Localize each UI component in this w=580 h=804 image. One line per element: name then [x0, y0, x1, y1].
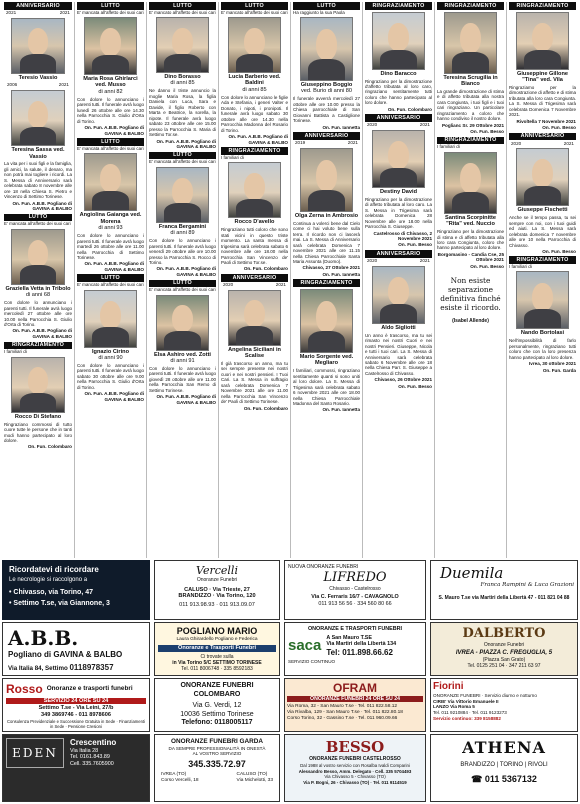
years: 2020 2021 [367, 122, 430, 128]
deceased-name: Graziella Vetta in Tribolo di anni 68 [5, 285, 71, 299]
memorial-quote: Non esiste separazione definitiva finché esiste il ricordo. [440, 276, 501, 312]
obituary-date: Ivrea, 30 ottobre 2021 [529, 361, 576, 367]
funeral-home-signature: On. Fun. Colombaro [243, 266, 288, 272]
ad-brand: A.B.B. [8, 626, 79, 650]
ad-text: Dal 1988 al vostro servizio con Rosalba Ivaldi Comparini [300, 763, 410, 769]
ad-mobile: Cell. 335.7605900 [70, 760, 114, 767]
ad-address: Settimo T.se - Via Leini, 27/b [38, 705, 114, 712]
section-header: ANNIVERSARIO [293, 132, 360, 140]
ad-saca [284, 622, 426, 676]
funeral-home-signature: On. Fun. A.B.B. Pogliano di GAVINA & BALBO [156, 266, 216, 277]
ad-address-2: Via Michelotti, 33 [236, 777, 273, 783]
funeral-home-signature: On. Fun. Besso [398, 242, 432, 248]
funeral-home-signature: On. Fun. Besso [542, 248, 576, 254]
obituary-card [363, 114, 434, 250]
ad-subtitle: NUOVA ONORANZE FUNEBRI [288, 564, 359, 570]
section-header: ANNIVERSARIO [221, 274, 288, 282]
ad-vercelli [154, 560, 280, 620]
ad-phone: Tel. 0161.843.89 [70, 754, 110, 761]
ad-subtitle: ONORANZE FUNEBRI CASTELROSSO [309, 756, 401, 763]
section-header: RINGRAZIAMENTO [437, 2, 504, 10]
deceased-name: Nando Bortolasi [520, 330, 565, 337]
obituary-column-5 [290, 2, 362, 558]
ad-brand: DALBERTO [462, 626, 546, 641]
ad-brand: EDEN [6, 738, 64, 768]
obituary-column-7 [434, 2, 506, 558]
ad-subtitle: Onoranze Funebri [196, 577, 238, 584]
obituary-intro: Ha raggiunto la sua Paola [293, 9, 345, 15]
ad-eden [2, 734, 150, 802]
ad-brand: ATHENA [462, 738, 546, 757]
deceased-name: Franca Bergamini di anni 89 [158, 223, 207, 237]
obituary-text: Nell'impossibilità di farlo personalmente, ringraziano tutti coloro che con la loro presenza hanno partecipato al loro dolore. [509, 338, 576, 360]
years: 2020 2021 [511, 140, 574, 146]
ad-contact: Alessandro Besso, Amm. Delegato · Cell. 335 5704493 [298, 768, 412, 774]
ad-address-2: Via Rivalba, 129 - San Mauro T.se · Tel. 011 822.80.18 [287, 709, 403, 715]
ad-address-2: • Settimo T.se, via Giannone, 3 [9, 599, 110, 607]
ad-garda [154, 734, 280, 802]
ad-subtitle: Le necrologie si raccolgono a [9, 576, 88, 583]
portrait-photo [156, 295, 208, 351]
portrait-photo [516, 148, 568, 206]
obituary-intro: I familiari di [4, 349, 27, 355]
obituary-card [75, 274, 146, 404]
obituary-card [291, 279, 362, 415]
section-header: LUTTO [221, 2, 288, 10]
portrait-photo [300, 148, 352, 212]
year-right: 2021 [59, 9, 70, 15]
ad-service: SERVIZIO 24 ORE SU 24 [6, 698, 146, 705]
obituary-card [291, 132, 362, 279]
obituary-intro: E' mancata all'affetto dei suoi cari [4, 221, 71, 227]
obituary-intro: E' mancato all'affetto dei suoi cari [77, 282, 144, 288]
section-header: LUTTO [77, 2, 144, 10]
portrait-photo [228, 290, 280, 346]
ad-address-3: Corso Torino, 32 - Gassino T.se · Tel. 011 960.09.66 [287, 715, 398, 721]
ad-fiorini [430, 678, 578, 732]
ad-brand: ONORANZE FUNEBRI GARDA [171, 738, 263, 745]
ad-subtitle-2: AL VOSTRO SERVIZIO [192, 751, 242, 757]
obituary-column-8 [506, 2, 578, 558]
obituary-text: Ringraziano commossi di tutto cuore tutte le persone che in tanti modi hanno partecipato al loro dolore. [4, 421, 72, 444]
ad-duemila [430, 560, 578, 620]
portrait-photo [228, 162, 280, 218]
obituary-text: Con dolore lo annunciano i parenti tutti. Il funerale avrà luogo martedì 26 ottobre alle ore 11.00 nella Parrocchia di Settimo Torinese. [77, 233, 144, 260]
section-header: ANNIVERSARIO [365, 250, 432, 258]
deceased-name: Rocco D'avello [234, 219, 275, 226]
ad-city: Crescentino [70, 738, 117, 747]
ad-besso [284, 734, 426, 802]
obituary-column-3 [146, 2, 218, 558]
obituary-text: Ringraziano per la dimostrazione di affetto tributata al loro caro. La S. Messa in Trigesima sarà celebrata Domenica 28 Novembre alle ore 18.00 nella Parrocchia S. Giuseppe. [365, 196, 432, 230]
section-header: ANNIVERSARIO [365, 114, 432, 122]
ad-ofram [284, 678, 426, 732]
portrait-photo [300, 17, 352, 81]
ad-location: Chivasso - Castelrosso [329, 585, 381, 592]
obituary-card [435, 137, 506, 272]
deceased-name: Dino Borasso di anni 85 [164, 74, 201, 87]
ad-subtitle: DA SEMPRE PROFESSIONALITÀ IN ONESTÀ [168, 745, 266, 751]
ad-dalberto [430, 622, 578, 676]
obituary-card [363, 250, 434, 391]
section-header: RINGRAZIAMENTO [509, 256, 576, 264]
obituary-intro: E' mancata all'affetto dei suoi cari [77, 9, 144, 15]
years: 2020 2021 [223, 281, 286, 287]
obituary-intro: E' mancata all'affetto dei suoi cari [149, 159, 216, 165]
funeral-home-signature: On. Fun. Besso [470, 129, 504, 135]
newspaper-page [2, 2, 578, 802]
ad-text: Ci trovate sulla [200, 653, 234, 660]
funeral-home-signature: On. Fun. Iannetta [322, 124, 360, 130]
obituary-column-4 [218, 2, 290, 558]
ad-subtitle: Laura Ghirardello Pogliano e Federica [176, 636, 258, 642]
obituary-card [2, 214, 74, 342]
ad-address-2: (Piazza San Grato) [482, 657, 526, 664]
funeral-home-signature: On. Fun. A.B.B. Pogliano di GAVINA & BALBO [156, 138, 216, 150]
funeral-home-signature: On. Fun. A.B.B. Pogliano di GAVINA & BALBO [228, 134, 288, 145]
deceased-name: Teresio Vassio [18, 74, 58, 81]
ad-address: Via C. Ferraris 16/7 - CAVAGNOLO [311, 594, 399, 601]
ad-brand: Fiorini [433, 681, 464, 692]
portrait-photo [11, 229, 64, 285]
portrait-photo [372, 12, 424, 70]
ad-ricordatevi [2, 560, 150, 620]
obituary-text: Ringraziano per la dimostrazione di stima e di affetto tributata alla loro cara Congiunta, coloro che hanno partecipato al loro dolore. [437, 229, 504, 251]
ad-address-2: BRANDIZZO · Via Torino, 120 [178, 593, 256, 600]
obituary-text: Ringraziano per la dimostrazione d'affetto tributata al loro caro, ringraziano sentitamente tutti coloro che hanno partecipato al loro dolore. [365, 78, 432, 106]
section-header: ANNIVERSARIO [4, 2, 72, 10]
ad-phone: Telefono: 0118005117 [181, 719, 253, 727]
portrait-photo [372, 130, 424, 188]
ad-location: A San Mauro T.SE [326, 634, 373, 641]
obituary-card [507, 133, 578, 257]
portrait-photo [11, 18, 64, 74]
quote-author: (Isabel Allende) [452, 318, 489, 325]
section-header: RINGRAZIAMENTO [4, 342, 72, 350]
obituary-card [363, 2, 434, 114]
section-header: LUTTO [149, 2, 216, 10]
obituaries-section [2, 2, 578, 558]
ad-address: Via Italia 28 [70, 747, 99, 754]
obituary-card [147, 280, 218, 408]
ad-address-1: • Chivasso, via Torino, 47 [9, 589, 94, 597]
obituary-text: Continua a volerci bene dal Cielo come ci hai voluto bene sulla terra. Il ricordo non ci lascerà mai. La S. Messa di Anniversario sarà celebrata Domenica 7 novembre 2021 alle ore 11.15 nella Chiesa Parrocchiale Santa Maria Assunta (Duomo). [293, 220, 360, 265]
obituary-date: Castelrosso di Chivasso, 2 Novembre 2021 [373, 230, 432, 242]
ad-phone: Tel. 0125 251 04 · 347 211 63 97 [467, 663, 541, 670]
obituary-card [435, 2, 506, 137]
portrait-photo [84, 153, 136, 211]
obituary-intro: E' mancata all'affetto dei suoi cari [77, 145, 144, 151]
deceased-name: Giuseppine Gillone "Tina" ved. Vila [517, 70, 568, 83]
deceased-name: Giuseppino Boggio ved. Burio di anni 80 [300, 82, 353, 95]
funeral-home-signature: On. Fun. A.B.B. Pogliano di GAVINA & BALBO [12, 328, 72, 340]
obituary-card [147, 152, 218, 280]
obituary-card [2, 2, 74, 214]
ad-address: Via G. Verdi, 12 [192, 702, 242, 710]
obituary-date: Poglianc Sr. 29 Ottobre 2021 [441, 122, 504, 128]
deceased-name: Angelina Siciliani in Scalise [228, 346, 281, 359]
deceased-name: Teresina Sassa ved. Vassio [11, 147, 65, 160]
obituary-text: Con dolore lo annunciano i parenti tutti. Il funerale avrà luogo mercoledì 27 ottobre alle ore 10.00 nella Parrocchia S. Giulio d'Orta di Torino. [4, 300, 72, 328]
obituary-text: Ne danno il triste annuncio la moglie Maria Rosa, la figlia Daniela con Luca, Sara e Davide, il figlio Roberto con Marta e Beatrice, la sorella, la nipote. Il funerale avrà luogo sabato 23 ottobre alle ore 15.00 presso la Parrocchia S. Maria di Settimo Tor.se. [149, 88, 216, 138]
deceased-name: Aldo Sigliotti [381, 324, 416, 331]
obituary-card [2, 342, 74, 452]
ad-address: S. Mauro T.se via Martiri della Libertà 47 - 011 821 04 88 [438, 595, 570, 602]
ad-address: IVREA - PIAZZA C. FREGUGLIA, 5 [455, 649, 553, 656]
deceased-name: Angiolina Gaianga ved. Morena di anni 93 [79, 212, 142, 232]
portrait-photo [11, 90, 64, 146]
ad-subtitle: ONORANZE FUNEBRI · Servizio diurno e notturno [433, 693, 537, 699]
years: 2019 2021 [295, 140, 358, 146]
obituary-text: Ringraziano tutti coloro che sono stati vicini in questo triste momento. La santa messa di trigesima sarà celebrata sabato 6 novembre alle ore 18.00 nella Parrocchia San Vincenzo de' Paoli di Settimo Tor.se. [221, 227, 288, 266]
obituary-intro: E' mancato all'affetto dei suoi cari [149, 9, 216, 15]
obituary-intro: E' mancata all'affetto dei suoi cari [149, 287, 216, 293]
funeral-home-signature: On. Fun. A.B.B. Pogliano di GAVINA & BALBO [84, 125, 144, 136]
funeral-home-signature: On. Fun. A.B.B. Pogliano di GAVINA & BALBO [84, 261, 144, 272]
section-header: ANNIVERSARIO [509, 133, 576, 141]
funeral-home-signature: On. Fun. A.B.B. Pogliano di GAVINA & BALBO [156, 394, 216, 405]
section-header: LUTTO [4, 214, 72, 222]
deceased-name: Rocco Di Stefano [14, 413, 62, 420]
obituary-card [291, 2, 362, 132]
ad-city: 10036 Settimo Torinese [180, 710, 254, 718]
obituary-card [219, 2, 290, 147]
obituary-intro: I familiari di [509, 263, 532, 269]
obituary-intro: I familiari di [437, 144, 460, 150]
deceased-name: Giuseppe Fischetti [517, 207, 568, 214]
ad-address-2: Via P. Bogni, 26 - Chivasso (TO) · Tel. 011 9114519 [303, 779, 407, 785]
funeral-home-signature: On. Fun. Iannetta [322, 271, 360, 277]
ad-colombaro [154, 678, 280, 732]
ad-footer: SERVIZIO CONTINUO [288, 658, 336, 664]
obituary-text: Con dolore lo annunciano i parenti tutti. Il funerale avrà luogo giovedì 28 ottobre alle ore 11.00 nella Parrocchia San Remo di Settimo Torinese. [149, 365, 216, 393]
ad-brand: Duemila [440, 564, 504, 582]
portrait-photo [516, 271, 568, 329]
portrait-photo [156, 167, 208, 223]
phone-icon: ☎ [471, 773, 483, 784]
obituary-text: Con dolore lo annunciano i parenti tutti. Il funerale avrà luogo lunedì 26 ottobre alle ore 14.30 nella Parrocchia S. Giulio d'Orta di Torino. [77, 96, 144, 124]
section-header: RINGRAZIAMENTO [365, 2, 432, 10]
ad-phone: Tel. 011 9210884 · Tel. 011 9123273 [433, 709, 507, 715]
obituary-column-1 [2, 2, 74, 558]
section-header: RINGRAZIAMENTO [293, 279, 360, 287]
portrait-photo [84, 290, 136, 348]
ad-phone: 011 913 56 56 · 334 560 80 66 [318, 600, 392, 607]
date-left: 2006 [7, 82, 18, 88]
ad-address-1: CIRIE' Via Vittorio Emanuele II [433, 698, 499, 704]
quote-card [435, 271, 506, 326]
deceased-name: Santina Scorpinitte "Rita" ved. Nuccio [445, 214, 496, 228]
deceased-name: Teresina Scrugilia in Bianco [443, 74, 498, 87]
section-header: LUTTO [293, 2, 360, 10]
funeral-home-signature: On. Fun. Colombaro [243, 405, 288, 411]
deceased-name: Lucia Barberio ved. Baldini di anni 85 [228, 74, 281, 93]
funeral-home-signature: On. Fun. A.B.B. Pogliano di GAVINA & BALBO [84, 391, 144, 402]
ad-brand: OFRAM [333, 681, 377, 695]
obituary-text: Un anno è trascorso, ma tu sei rimasto nei nostri Cuori e nei nostri Pensieri. Giuseppe, Nicola e tutti i tuoi cari. La S. Messa di Anniversario sarà celebrata sabato 6 Novembre alle ore 18 nella Chiesa Parr. S. Giuseppe a Castelrosso di Chivasso. [365, 332, 432, 376]
ad-brand: Vercelli [196, 564, 238, 577]
ad-address-1: CALUSO · Via Trieste, 27 [184, 586, 250, 593]
section-header: RINGRAZIAMENTO [437, 137, 504, 145]
ad-abb [2, 622, 150, 676]
obituary-text: Il già trascorso un anno, ma tu sei sempre presente nei nostri cuori e nei nostri pensieri. I Tuoi Cari. La S. Messa in suffragio sarà celebrata Domenica 7 Novembre 2021 alle ore 11.00 nella Parrocchia San Vincenzo de' Paoli di Settimo Torinese. [221, 360, 288, 405]
portrait-photo [300, 289, 352, 353]
obituary-text: I familiari, commossi, ringraziano sentitamente quanti si sono uniti al loro dolore. La S. Messa di Trigesima sarà celebrata sabato 6 novembre 2021 alle ore 18.00 nella Chiesa Parrocchiale Madonna del Santo Rosario. [293, 368, 360, 407]
portrait-photo [444, 152, 496, 214]
portrait-photo [156, 17, 208, 73]
deceased-name: Ignazio Cirino di anni 90 [92, 348, 129, 361]
ad-phone: 345.335.72.97 [188, 759, 246, 769]
portrait-photo [444, 12, 496, 74]
obituary-intro: I familiari di [221, 154, 244, 160]
obituary-text: Con dolore lo annunciano i parenti tutti. Il funerale avrà luogo venerdì 29 ottobre alle ore 10.00 presso la Parrocchia S. Rocco di Torino. [149, 238, 216, 266]
portrait-photo [372, 266, 424, 324]
ad-athena [430, 734, 578, 802]
ad-locations: BRANDIZZO | TORINO | RIVOLI [460, 761, 548, 768]
obituary-column-6 [362, 2, 434, 558]
ad-rosso [2, 678, 150, 732]
ad-brand: Rosso [6, 682, 43, 696]
ad-footer: Servizio continuo: 339 8158882 [433, 715, 501, 721]
ad-address-2: LANZO Via Roma 5 [433, 704, 475, 710]
obituary-text: Con dolore lo annunciano le figlie Ada e Stefania, i generi Valter e Donato, i nipoti, i pronipoti. Il funerale avrà luogo sabato 30 ottobre alle ore 14.30 nella Parrocchia Madonna del Rosario di Torino. [221, 94, 288, 133]
obituary-text: La vita per i suoi figli e la famiglia, gli amici, la salute, il denaro, ma non potrà mai togliere i ricordi. La S. Messa di Anniversario sarà celebrata sabato 8 novembre alle ore 18 nella Chiesa S. Pietro e Vincenzo di Settimo Torinese. [4, 161, 72, 200]
dates [4, 82, 72, 88]
obituary-card [75, 138, 146, 274]
ad-address-1: Via Chivasso 5 - Chivasso (TO) [324, 774, 386, 780]
portrait-photo [84, 17, 136, 75]
section-header: RINGRAZIAMENTO [221, 147, 288, 155]
ad-city-2: CALUSO (TO) [236, 771, 268, 777]
ad-address: Via Italia 84, Settimo [8, 665, 68, 673]
ad-phone-line [434, 774, 574, 785]
obituary-date: Chivasso, 27 Ottobre 2021 [302, 265, 360, 271]
ad-phone: 011 5367132 [484, 773, 537, 784]
ad-brand: saca [288, 636, 322, 654]
funeral-home-signature: On. Fun. Colombaro [387, 106, 432, 112]
ad-address-1: Via Roma, 32 - San Mauro T.se · Tel. 011 822.58.12 [287, 703, 398, 709]
ad-pogliano [154, 622, 280, 676]
years: 2020 2021 [367, 258, 430, 264]
ad-phone: Tel. 011 8006748 · 335 8592183 [181, 665, 253, 672]
ad-service: Onoranze e Trasporti Funebri [158, 645, 276, 652]
portrait-photo [228, 17, 280, 73]
date-right: 2021 [58, 82, 69, 88]
obituary-card [507, 256, 578, 375]
obituary-text: Il funerale avverrà mercoledì 27 ottobre alle ore 10.00 presso la Chiesa parrocchiale di San Giovanni Battista a Castiglione Torinese. [293, 96, 360, 124]
ad-brand: LIFREDO [323, 570, 387, 586]
ad-brand: POGLIANO MARIO [176, 626, 258, 636]
funeral-home-signature: On. Fun. Iannetta [322, 407, 360, 413]
obituary-intro: E' mancato all'affetto dei suoi cari [221, 9, 288, 15]
deceased-name: Maria Rosa Ghirlarci ved. Musso di anni 82 [83, 76, 138, 95]
deceased-name: Elsa Ashiro ved. Zotti di anni 91 [154, 351, 211, 365]
obituary-text: La grande dimostrazione di stima e di affetto tributata alla nostra cara Congiunta, i tuoi figli e i tuoi cari ringraziano. Un particolare ringraziamento a coloro che hanno condiviso il nostro dolore. [437, 88, 504, 122]
years [4, 10, 72, 16]
funeral-home-signature: On. Fun. Garda [542, 367, 576, 373]
funeral-home-signature: On. Fun. A.B.B. Pogliano di GAVINA & BALBO [12, 200, 72, 212]
section-header: LUTTO [149, 152, 216, 160]
obituary-date: Rivoltella 7 Novembre 2021 [516, 118, 576, 124]
section-header: LUTTO [149, 280, 216, 288]
funeral-home-signature: On. Fun. Besso [542, 125, 576, 131]
obituary-text: Con dolore lo annunciano i parenti tutti. Il funerale avrà luogo sabato 30 ottobre alle ore 9.00 nella Parrocchia S. Giulio d'Orta di Torino. [77, 362, 144, 390]
year-left: 2021 [6, 9, 17, 15]
ad-phone: 011 913.98.93 · 011 913.09.07 [179, 602, 255, 609]
portrait-photo [516, 12, 568, 70]
ad-subtitle: Onoranze e trasporti funebri [46, 685, 133, 693]
ad-city-1: IVREA (TO) [161, 771, 187, 777]
funeral-home-signature: On. Fun. Colombaro [27, 444, 72, 450]
ad-title: Ricordatevi di ricordare [9, 565, 99, 574]
section-header: LUTTO [77, 138, 144, 146]
obituary-date: Borgomasino - Candia Cse, 25 Ottobre 2021 [437, 251, 504, 263]
ad-subtitle: Franca Rampini & Luca Grazioni [480, 582, 574, 589]
ad-lifredo [284, 560, 426, 620]
obituary-card [219, 147, 290, 274]
ad-brand: BESSO [325, 738, 385, 756]
obituary-date: Chivasso, 26 Ottobre 2021 [374, 377, 432, 383]
advertisements-section [2, 560, 578, 802]
deceased-name: Destiny David [380, 188, 417, 195]
ad-phone: 0118978357 [69, 663, 114, 673]
deceased-name: Dino Baracco [380, 70, 417, 77]
ad-phone: 349 3869746 - 011 8978606 [41, 712, 111, 719]
obituary-text: Ringraziamo per la dimostrazione di affetto e di stima tributata alla loro cara Congiunta. La S. Messa di Trigesima sarà celebrata Domenica 7 Novembre 2021. [509, 84, 576, 118]
ad-address: in Via Torino 5/C SETTIMO TORINESE [172, 659, 262, 666]
ad-footer: Consulenza Previdenziale e Successione Gratuita in Sede · Finanziamenti in Sede · Pensione Cresioni [6, 719, 146, 730]
ad-subtitle: Onoranze Funebri [483, 641, 525, 648]
portrait-photo [11, 357, 64, 413]
funeral-home-signature: On. Fun. Besso [398, 383, 432, 389]
ad-phone: Tel: 011.898.66.62 [326, 647, 393, 657]
deceased-name: Mario Sorgente ved. Megliaro [299, 353, 354, 367]
obituary-card [507, 2, 578, 133]
funeral-home-signature: On. Fun. Besso [470, 263, 504, 269]
obituary-card [219, 274, 290, 413]
ad-subtitle: Pogliano di GAVINA & BALBO [8, 650, 123, 660]
obituary-card [147, 2, 218, 152]
deceased-name: Olga Zerna in Ambrosio [294, 212, 359, 219]
obituary-text: Anche se il tempo passa, tu sei sempre con noi, con i tuoi guidi ed aiuti. La S. Messa sarà celebrata domenica 7 novembre alle ore 10 nella Parrocchia di Chivasso. [509, 215, 576, 248]
ad-brand: ONORANZE FUNEBRI COLOMBARO [180, 682, 254, 698]
obituary-column-2 [74, 2, 146, 558]
ad-subtitle: ONORANZE E TRASPORTI FUNEBRI [307, 626, 403, 632]
section-header: RINGRAZIAMENTO [509, 2, 576, 10]
ad-address-1: Corso Vercelli, 18 [161, 777, 199, 783]
obituary-card [75, 2, 146, 138]
section-header: LUTTO [77, 274, 144, 282]
ad-address: Via Martiri della Libertà 134 [326, 641, 397, 648]
ad-subtitle: ONORANZE FUNEBRI 24 ORE SU 24 [287, 696, 423, 702]
